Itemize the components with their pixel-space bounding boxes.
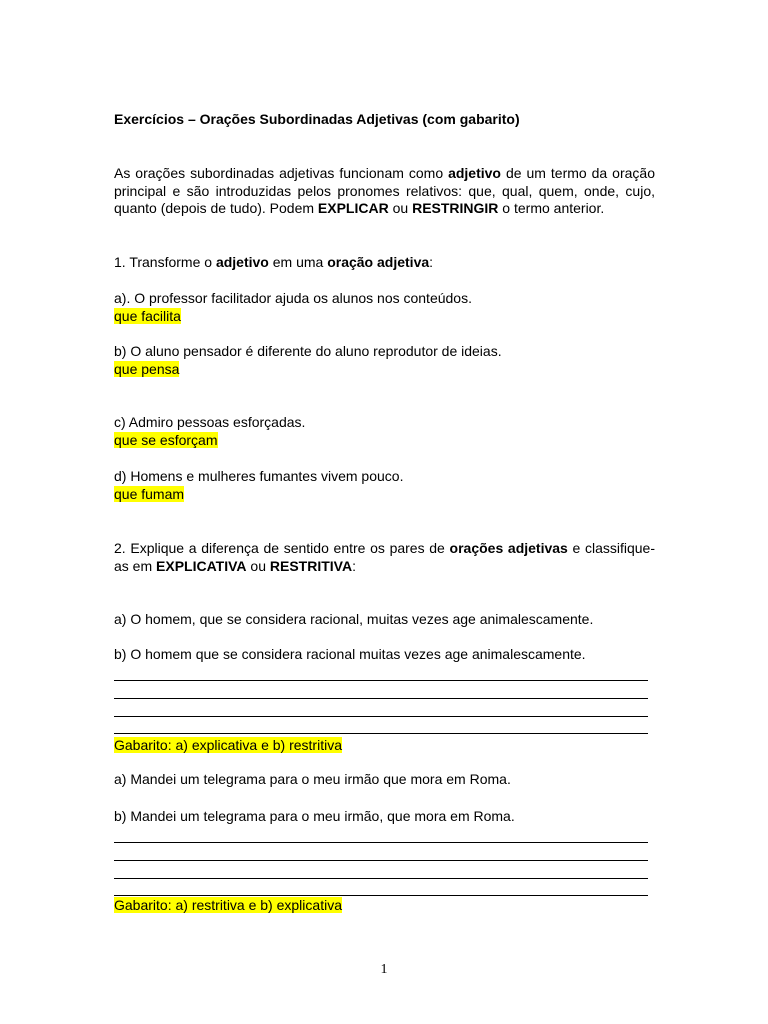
answer-line[interactable] [114,733,648,734]
q1-text-2: em uma [268,254,328,270]
q1-item-d-answer: que fumam [114,485,185,502]
q2-bold-restritiva: RESTRITIVA [269,557,353,574]
q2-pair-1-answer-wrap [114,737,655,755]
answer-line[interactable] [114,842,648,843]
q1-bold-adjetivo: adjetivo [215,254,269,270]
document-title: Exercícios – Orações Subordinadas Adjetivas (com gabarito) [114,111,520,127]
answer-line[interactable] [114,680,648,681]
q2-pair-2-answer: Gabarito: a) restritiva e b) explicativa [114,897,342,913]
answer-line[interactable] [114,878,648,879]
q1-item-b-answer: que pensa [114,360,180,377]
q2-pair-1-answer: Gabarito: a) explicativa e b) restritiva [114,737,342,753]
q2-text-2: e classifique-as em [114,540,655,574]
q1-item-c-text: c) Admiro pessoas esforçadas. [114,414,306,430]
q1-item-d [114,468,655,503]
q2-text-4: : [352,557,356,574]
answer-line[interactable] [114,860,648,861]
intro-bold-explicar: EXPLICAR [317,200,389,216]
intro-text-1: As orações subordinadas adjetivas funcionam como [114,165,449,181]
q2-bold-explicativa: EXPLICATIVA [156,557,247,574]
q2-pair-2-answer-wrap [114,897,655,915]
q2-bold-oracoes-adjetivas: orações adjetivas [449,540,568,556]
question-2-heading [114,540,655,575]
q1-item-a-text: a). O professor facilitador ajuda os alunos nos conteúdos. [114,290,472,306]
q1-item-c [114,414,655,449]
q1-text-3: : [429,254,434,270]
q2-text-1: 2. Explique a diferença de sentido entre os pares de [114,540,450,556]
intro-text-3: ou [388,200,413,216]
q2-pair-1-b: b) O homem que se considera racional muitas vezes age animalescamente. [114,646,586,662]
intro-paragraph [114,165,655,218]
answer-line[interactable] [114,698,648,699]
intro-text-2: de um termo da oração principal e são introduzidas pelos pronomes relativos: que, qual, quem, onde, cujo, quanto (depois de tudo). Podem [114,165,655,216]
intro-bold-restringir: RESTRINGIR [412,200,499,216]
q1-item-c-answer: que se esforçam [114,431,218,448]
intro-text-4: o termo anterior. [498,200,605,216]
intro-bold-adjetivo: adjetivo [448,165,501,181]
q2-pair-1-a: a) O homem, que se considera racional, muitas vezes age animalescamente. [114,611,594,627]
q2-pair-2-b: b) Mandei um telegrama para o meu irmão, que mora em Roma. [114,808,515,824]
q2-pair-2-a: a) Mandei um telegrama para o meu irmão que mora em Roma. [114,771,511,787]
q1-item-b-text: b) O aluno pensador é diferente do aluno reprodutor de ideias. [114,343,502,359]
q2-text-3: ou [246,557,270,574]
q1-item-a-answer: que facilita [114,307,181,324]
q1-bold-oracao-adjetiva: oração adjetiva [327,254,430,270]
q1-text-1: 1. Transforme o [114,254,216,270]
question-1-heading [114,254,655,272]
q1-item-d-text: d) Homens e mulheres fumantes vivem pouco. [114,468,404,484]
answer-line[interactable] [114,716,648,717]
page-number: 1 [380,962,388,977]
answer-line[interactable] [114,895,648,896]
q1-item-b [114,343,655,378]
q1-item-a [114,290,655,325]
